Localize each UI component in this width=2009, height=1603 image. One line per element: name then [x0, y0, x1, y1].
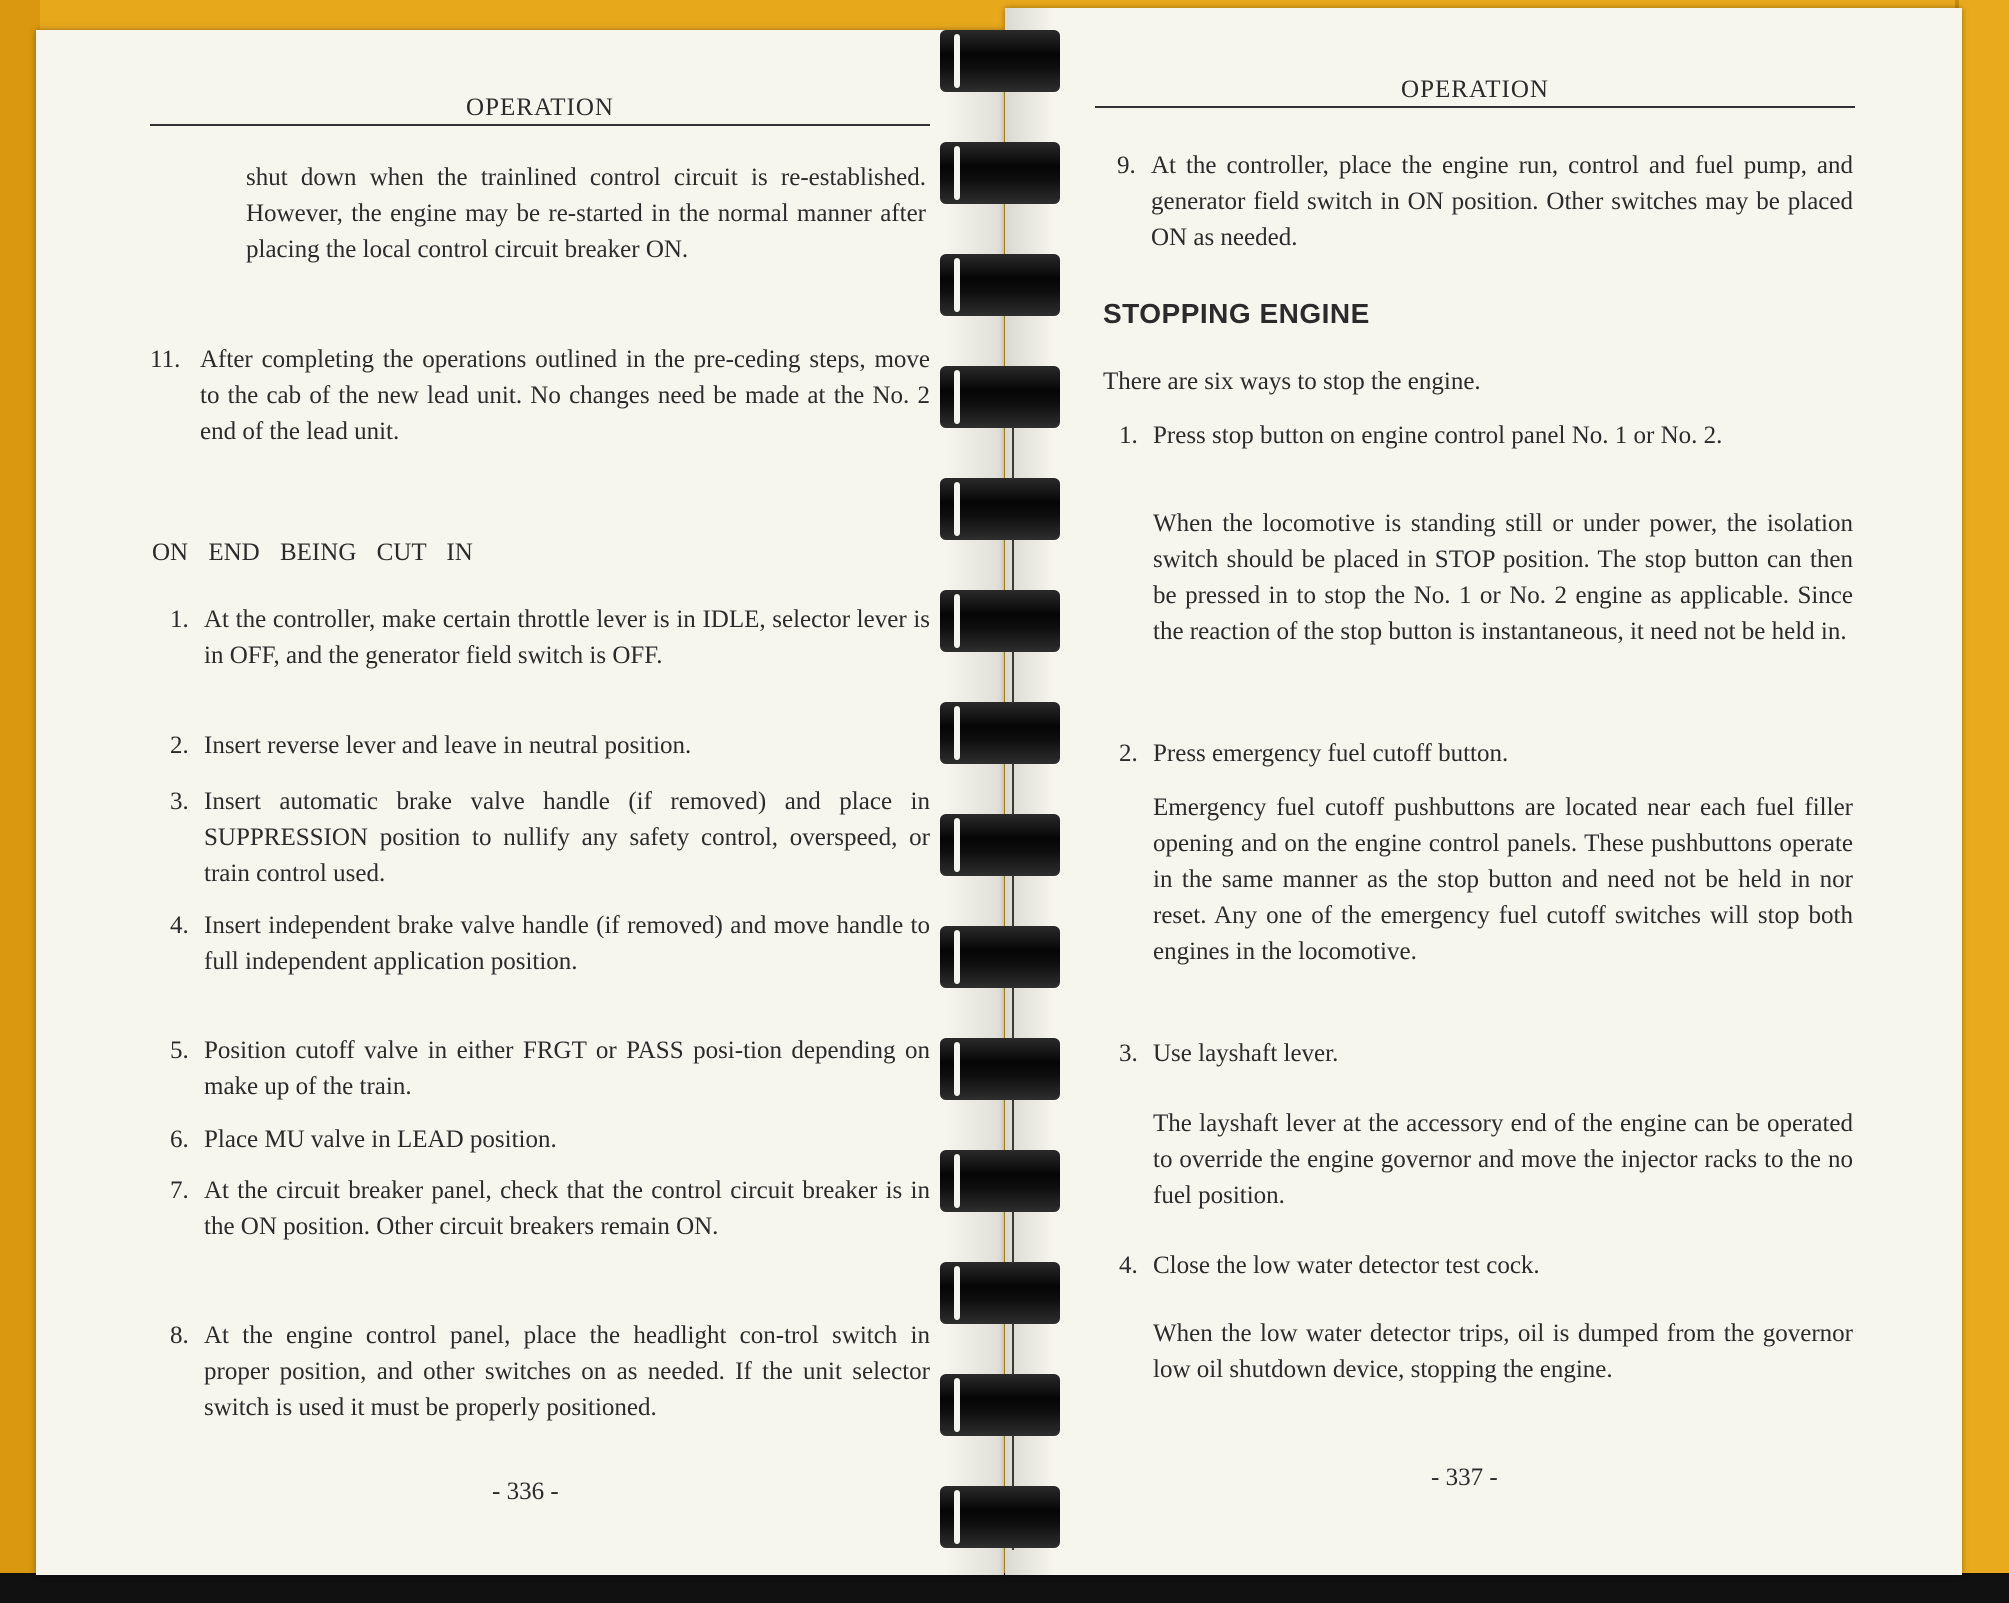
way-2 [1119, 736, 1853, 772]
page-number: - 337 - [1431, 1464, 1498, 1491]
step-5 [170, 1033, 930, 1105]
step-text: After completing the operations outlined in the pre-ceding steps, move to the cab of the new lead unit. No changes need be made at the No. 2 end of the lead unit. [200, 346, 930, 445]
binding-ring [940, 702, 1060, 764]
step-text: Position cutoff valve in either FRGT or PASS posi-tion depending on make up of the train. [204, 1037, 930, 1100]
step-text: Close the low water detector test cock. [1153, 1252, 1540, 1279]
way-1 [1119, 418, 1853, 454]
page-header: OPERATION [1095, 76, 1855, 108]
step-text: Place MU valve in LEAD position. [204, 1126, 557, 1153]
cover-edge-left [0, 0, 40, 1603]
step-7 [170, 1173, 930, 1245]
step-number: 4. [1119, 1252, 1138, 1279]
step-number: 2. [1119, 740, 1138, 767]
right-page [1005, 8, 1962, 1575]
step-text: At the engine control panel, place the headlight con-trol switch in proper position, and other switches on as needed. If the unit selector switch is used it must be properly positioned. [204, 1322, 930, 1421]
step-text: Press emergency fuel cutoff button. [1153, 740, 1509, 767]
binding-ring [940, 590, 1060, 652]
binding-ring [940, 814, 1060, 876]
step-number: 9. [1117, 152, 1136, 179]
spiral-binding [940, 20, 1060, 1580]
step-6 [170, 1122, 930, 1158]
step-text: Insert independent brake valve handle (if removed) and move handle to full independent application position. [204, 912, 930, 975]
step-text: Use layshaft lever. [1153, 1040, 1339, 1067]
page-number: - 336 - [492, 1478, 559, 1505]
step-9 [1117, 148, 1853, 256]
step-number: 8. [170, 1322, 189, 1349]
binding-ring [940, 1038, 1060, 1100]
step-number: 11. [150, 346, 181, 373]
step-number: 7. [170, 1177, 189, 1204]
binding-ring [940, 366, 1060, 428]
way-1-detail: When the locomotive is standing still or under power, the isolation switch should be placed in STOP position. The stop button can then be pressed in to stop the No. 1 or No. 2 engine as applicable. Since the reaction of the stop button is instantaneous, it need not be held in. [1153, 510, 1853, 645]
way-4 [1119, 1248, 1853, 1284]
step-number: 1. [170, 606, 189, 633]
section-title: STOPPING ENGINE [1103, 298, 1370, 329]
way-3-detail: The layshaft lever at the accessory end of the engine can be operated to override the engine governor and move the injector racks to the no fuel position. [1153, 1110, 1853, 1209]
left-page [36, 30, 1004, 1575]
binding-ring [940, 1150, 1060, 1212]
binding-ring [940, 30, 1060, 92]
intro-paragraph: shut down when the trainlined control circuit is re-established. However, the engine may be re-started in the normal manner after placing the local control circuit breaker ON. [246, 164, 926, 263]
cover-edge-right [1955, 0, 2009, 1603]
step-number: 5. [170, 1037, 189, 1064]
binding-ring [940, 926, 1060, 988]
step-number: 3. [170, 788, 189, 815]
way-4-detail: When the low water detector trips, oil is dumped from the governor low oil shutdown device, stopping the engine. [1153, 1320, 1853, 1383]
step-text: Insert reverse lever and leave in neutral position. [204, 732, 692, 759]
step-text: At the circuit breaker panel, check that the control circuit breaker is in the ON position. Other circuit breakers remain ON. [204, 1177, 930, 1240]
step-number: 1. [1119, 422, 1138, 449]
step-number: 2. [170, 732, 189, 759]
step-text: At the controller, place the engine run, control and fuel pump, and generator field switch in ON position. Other switches may be placed ON as needed. [1151, 152, 1853, 251]
binding-ring [940, 1486, 1060, 1548]
step-3 [170, 784, 930, 892]
binding-ring [940, 1374, 1060, 1436]
section-intro: There are six ways to stop the engine. [1103, 368, 1481, 395]
step-2 [170, 728, 930, 764]
way-2-detail: Emergency fuel cutoff pushbuttons are located near each fuel filler opening and on the engine control panels. These pushbuttons operate in the same manner as the stop button and need not be held in nor reset. Any one of the emergency fuel cutoff switches will stop both engines in the locomotive. [1153, 794, 1853, 965]
page-header: OPERATION [150, 94, 930, 126]
binding-ring [940, 254, 1060, 316]
step-text: At the controller, make certain throttle lever is in IDLE, selector lever is in OFF, and the generator field switch is OFF. [204, 606, 930, 669]
step-number: 3. [1119, 1040, 1138, 1067]
binding-ring [940, 478, 1060, 540]
step-number: 4. [170, 912, 189, 939]
subheading: ON END BEING CUT IN [152, 539, 473, 566]
step-number: 6. [170, 1126, 189, 1153]
binding-ring [940, 1262, 1060, 1324]
step-text: Insert automatic brake valve handle (if removed) and place in SUPPRESSION position to nullify any safety control, overspeed, or train control used. [204, 788, 930, 887]
step-11 [150, 342, 930, 450]
step-8 [170, 1318, 930, 1426]
step-4 [170, 908, 930, 980]
step-text: Press stop button on engine control panel No. 1 or No. 2. [1153, 422, 1723, 449]
way-3 [1119, 1036, 1853, 1072]
step-1 [170, 602, 930, 674]
binding-ring [940, 142, 1060, 204]
